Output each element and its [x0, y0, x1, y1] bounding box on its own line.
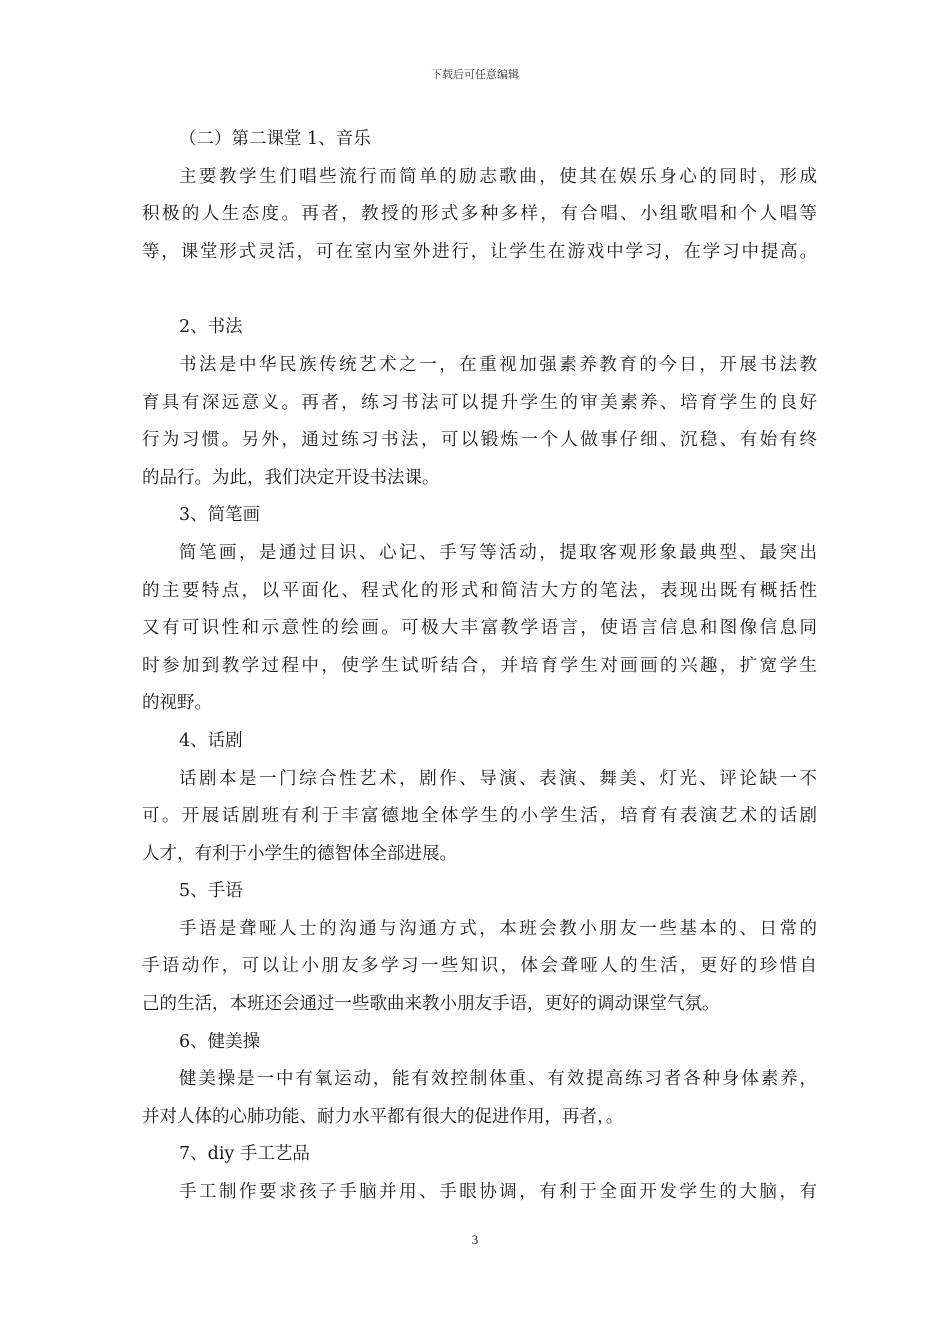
section-heading-sketch: 3、简笔画 [179, 505, 261, 526]
section-heading-music: （二）第二课堂 1、音乐 [179, 129, 371, 149]
paragraph-line: 健美操是一中有氧运动，能有效控制体重、有效提高练习者各种身体素养， [179, 1069, 817, 1090]
paragraph-line: 话剧本是一门综合性艺术，剧作、导演、表演、舞美、灯光、评论缺一不 [179, 768, 817, 789]
paragraph-line: 己的生活，本班还会通过一些歌曲来教小朋友手语，更好的调动课堂气氛。 [142, 994, 720, 1015]
paragraph-gap [142, 271, 817, 309]
section-heading-sign-language: 5、手语 [179, 881, 243, 902]
paragraph-line: 手语是聋哑人士的沟通与沟通方式，本班会教小朋友一些基本的、日常的 [179, 918, 817, 939]
section-heading-drama: 4、话剧 [179, 730, 243, 751]
paragraph-line: 手工制作要求孩子手脑并用、手眼协调，有利于全面开发学生的大脑，有 [179, 1182, 817, 1203]
section-heading-aerobics: 6、健美操 [179, 1031, 261, 1052]
document-body [142, 121, 817, 1212]
paragraph-line: 的主要特点，以平面化、程式化的形式和简洁大方的笔法，表现出既有概括性 [142, 580, 817, 601]
paragraph-line: 的视野。 [142, 693, 212, 714]
paragraph-line: 积极的人生态度。再者，教授的形式多种多样，有合唱、小组歌唱和个人唱等 [142, 204, 817, 225]
section-heading-diy-crafts: 7、diy 手工艺品 [179, 1144, 310, 1165]
paragraph-line: 等，课堂形式灵活，可在室内室外进行，让学生在游戏中学习，在学习中提高。 [142, 241, 817, 262]
paragraph-line: 手语动作，可以让小朋友多学习一些知识，体会聋哑人的生活，更好的珍惜自 [142, 956, 817, 977]
paragraph-line: 育具有深远意义。再者，练习书法可以提升学生的审美素养、培育学生的良好 [142, 392, 817, 413]
paragraph-line: 又有可识性和示意性的绘画。可极大丰富教学语言，使语言信息和图像信息同 [142, 618, 817, 639]
page-number: 3 [471, 1232, 479, 1247]
paragraph-line: 人才，有利于小学生的德智体全部进展。 [142, 843, 457, 864]
paragraph-line: 时参加到教学过程中，使学生试听结合，并培育学生对画画的兴趣，扩宽学生 [142, 655, 817, 676]
section-heading-calligraphy: 2、书法 [179, 317, 243, 338]
page-header: 下载后可任意编辑 [431, 68, 519, 81]
paragraph-line: 简笔画，是通过目识、心记、手写等活动，提取客观形象最典型、最突出 [179, 542, 817, 563]
paragraph-line: 可。开展话剧班有利于丰富德地全体学生的小学生活，培育有表演艺术的话剧 [142, 806, 817, 827]
paragraph-line: 并对人体的心肺功能、耐力水平都有很大的促进作用，再者，。 [142, 1106, 624, 1127]
paragraph-line: 主要教学生们唱些流行而简单的励志歌曲，使其在娱乐身心的同时，形成 [179, 166, 817, 187]
paragraph-line: 书法是中华民族传统艺术之一，在重视加强素养教育的今日，开展书法教 [179, 354, 817, 375]
paragraph-line: 的品行。为此，我们决定开设书法课。 [142, 467, 440, 488]
paragraph-line: 行为习惯。另外，通过练习书法，可以锻炼一个人做事仔细、沉稳、有始有终 [142, 430, 817, 451]
